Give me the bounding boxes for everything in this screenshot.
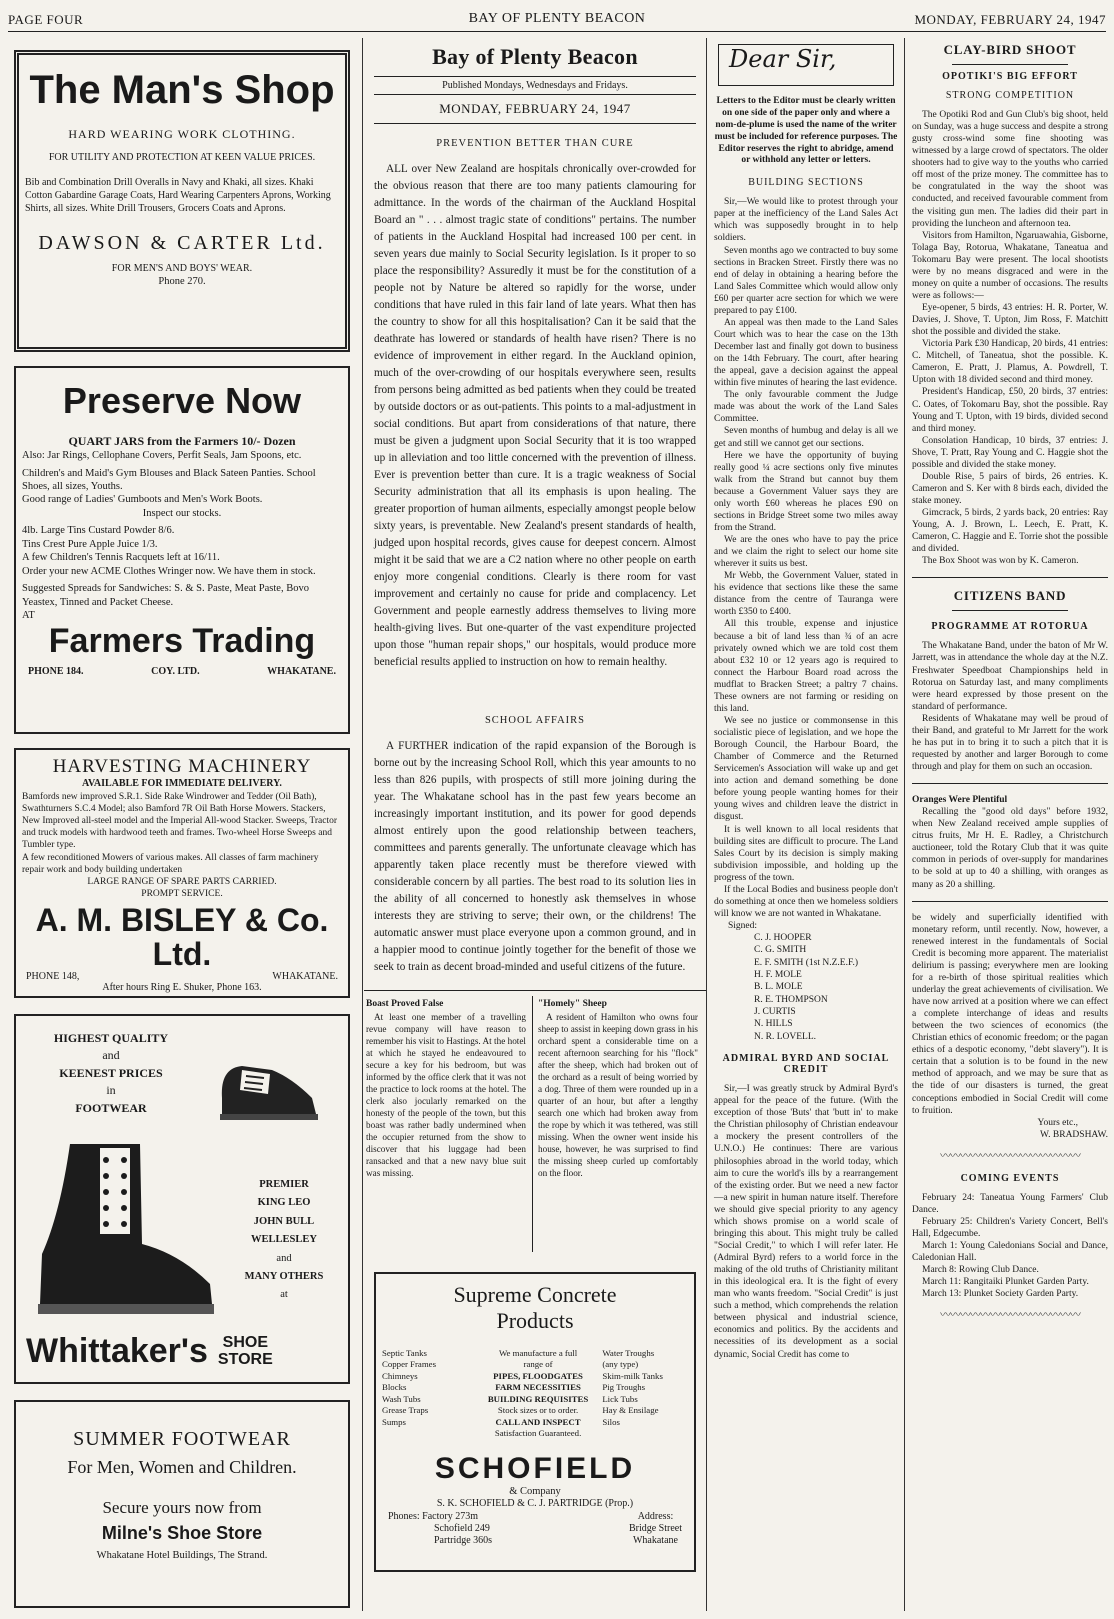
editorial-headline: SCHOOL AFFAIRS (484, 715, 586, 726)
ad-line: Inspect our stocks. (142, 507, 222, 519)
column-rule (706, 38, 707, 1611)
article-paragraph: President's Handicap, £50, 20 birds, 37 entries: C. Oates, of Tokomaru Bay, shot the possible. Ray Young and T. Upton, with 19 birds, divided second and third money. (912, 387, 1108, 434)
brand-name: and (276, 1252, 292, 1264)
page-header (8, 10, 1106, 32)
signature: C. G. SMITH (754, 945, 807, 956)
store-name: Milne's Shoe Store (101, 1523, 263, 1543)
ad-line: Whakatane Hotel Buildings, The Strand. (96, 1549, 268, 1561)
letter-paragraph: All this trouble, expense and injustice because a bit of land less than ¾ of an acre privately owned which we are told cost them about £32 10 or 12 years ago is required to connect the Harbour Board road across the mudflat to Bracken Street; a paltry 7 chains. These owners are not farming or residing on this land. (714, 619, 898, 714)
event-item: March 13: Plunket Society Garden Party. (922, 1289, 1079, 1300)
brand-name: WELLESLEY (251, 1234, 317, 1246)
signature: N. R. LOVELL. (754, 1031, 817, 1042)
ad-body: A few reconditioned Mowers of various makes. All classes of farm machinery repair work and body building undertaken (22, 852, 319, 875)
ad-firm: SCHOFIELD (434, 1452, 636, 1486)
column-rule (362, 38, 363, 1611)
ad-title: Products (496, 1308, 574, 1333)
ad-line: A few Children's Tennis Racquets left at 16/11. (22, 552, 220, 564)
ad-title: The Man's Shop (29, 68, 335, 112)
product-item: Pig Troughs (602, 1382, 646, 1393)
masthead (374, 44, 696, 124)
letters-policy-note: Letters to the Editor must be clearly written on one side of the paper only and where a nom-de-plume is used the name of the writer must be included for reference purposes. The Editor reserves the right to abridge, amend or withhold any letter or letters. (714, 96, 898, 166)
letter-paragraph: If the Local Bodies and business people don't do something at once then we homeless soldiers will know we are not wanted in Whakatane. (714, 884, 898, 919)
ad-firm: DAWSON & CARTER Ltd. (38, 231, 326, 254)
wavy-rule: 〰〰〰〰〰〰〰〰〰〰〰〰〰〰 (940, 1309, 1080, 1322)
product-item: Copper Frames (382, 1359, 436, 1370)
footwear-ad (14, 1014, 350, 1384)
product-item: (any type) (602, 1359, 639, 1370)
product-item: Grease Traps (382, 1405, 429, 1416)
news-short-text: At least one member of a travelling revue company will have reason to remember his visit to Hastings. At the hotel at which he stayed he endeavoured to secure a key for his bedroom, but was informed by the office clerk that it was not the practice to lock rooms at the hotel. The clerk also jocularly remarked on the honesty of the people of the town, but this boast was rather badly undermined when the occupier returned from the show to discover that his luggage had been ransacked and that a new navy blue suit was missing. (366, 1012, 526, 1178)
ad-line: WHAKATANE. (267, 666, 336, 678)
ad-line: & Company (509, 1485, 561, 1497)
paper-name: BAY OF PLENTY BEACON (468, 11, 646, 26)
ad-phone: Phones: Factory 273m (388, 1511, 478, 1523)
ad-line: Secure yours now from (102, 1498, 262, 1517)
brand-name: MANY OTHERS (244, 1270, 324, 1282)
article-paragraph: The Opotiki Rod and Gun Club's big shoot, held on Sunday, was a huge success and despite a strong gusty cross-wind some fine shooting was witnessed by a large crowd of spectators. The older shooters had to give way to the youths who carried off most of the prize money. The committee has to be congratulated in the way the shoot was conducted, and received favourable comment from the visiting gun men. The ladies did their part in providing the luncheon and afternoon tea. (912, 110, 1108, 229)
letter-paragraph: We are the ones who have to pay the price and we claim the right to select our home site wherever it suits us best. (714, 535, 898, 570)
signature: E. F. SMITH (1st N.Z.E.F.) (754, 957, 859, 968)
ad-firm: Farmers Trading (48, 622, 316, 661)
brand-name: at (280, 1289, 288, 1301)
ad-address: Address: (637, 1511, 674, 1523)
ad-line: and (102, 1048, 120, 1063)
oxford-shoe-icon (212, 1028, 322, 1138)
letter-paragraph: Mr Webb, the Government Valuer, stated in his evidence that sections like these the same distance from the centre of Tauranga were worth £350 to £400. (714, 571, 898, 618)
letter-paragraph: Seven months ago we contracted to buy some sections in Bracken Street. Firstly there was no end of delay in obtaining a hearing before the Land Sales Committee which would allow only £60 per quarter acre section for which we were prepared to pay £100. (714, 245, 898, 316)
ad-title: SUMMER FOOTWEAR (73, 1428, 291, 1450)
brand-name: JOHN BULL (253, 1215, 315, 1227)
news-column (912, 38, 1108, 1611)
product-item: Silos (602, 1416, 620, 1427)
ad-line: Order your new ACME Clothes Wringer now. We have them in stock. (22, 565, 316, 577)
ad-line: FOOTWEAR (75, 1100, 147, 1115)
ad-line: in (106, 1083, 116, 1098)
letter-title: ADMIRAL BYRD AND SOCIAL CREDIT (722, 1053, 890, 1076)
ad-line: Suggested Spreads for Sandwiches: S. & S. Paste, Meat Paste, Bovo Yeastex, Tinned and Packet Cheese. (22, 583, 309, 608)
editorial-column (366, 38, 698, 1611)
store-name: SHOE (222, 1334, 268, 1352)
product-item: Water Troughs (602, 1348, 655, 1358)
letter-paragraph: Seven months of humbug and delay is all we get and still we cannot get our sections. (714, 426, 898, 449)
event-item: February 24: Taneatua Young Farmers' Club Dance. (912, 1192, 1108, 1215)
ad-firm: A. M. BISLEY & Co. Ltd. (35, 902, 329, 972)
article-paragraph: Eye-opener, 5 birds, 43 entries: H. R. Porter, W. Davies, J. Shove, T. Upton, Jim Ross, F. Matchitt shot the possible and divided the stake. (912, 303, 1108, 338)
ad-address: Whakatane (632, 1535, 678, 1547)
ad-subtitle: HARD WEARING WORK CLOTHING. (68, 127, 296, 141)
article-paragraph: Double Rise, 5 pairs of birds, 26 entries. K. Cameron and S. Ker with 8 birds each, divided the stake money. (912, 471, 1108, 506)
product-item: We manufacture a full (498, 1348, 578, 1358)
event-item: March 11: Rangitaiki Plunket Garden Party. (922, 1277, 1089, 1288)
ad-title: HARVESTING MACHINERY (52, 756, 312, 777)
letter-closing: Yours etc., (1037, 1117, 1078, 1128)
product-item: Blocks (382, 1382, 407, 1393)
product-item: FARM NECESSITIES (495, 1382, 581, 1393)
article-subtitle: PROGRAMME AT ROTORUA (931, 621, 1089, 633)
event-item: February 25: Children's Variety Concert, Bell's Hall, Edgecumbe. (912, 1216, 1108, 1239)
signature: N. HILLS (754, 1019, 793, 1030)
article-title: CLAY-BIRD SHOOT (943, 42, 1077, 57)
ad-subtitle: FOR UTILITY AND PROTECTION AT KEEN VALUE PRICES. (48, 152, 316, 164)
masthead-title: Bay of Plenty Beacon (432, 44, 638, 69)
ad-phone: Phone 270. (158, 276, 206, 288)
product-item: Lick Tubs (602, 1393, 638, 1404)
editorial-text: A FURTHER indication of the rapid expansion of the Borough is borne out by the increasing School Roll, which this year amounts to no less than 826 pupils, with prospects of still more joining during the year. The Whakatane school has in the past few years become an increasingly important institution, and its power for good depends almost entirely upon the good relationship between teachers, committees and parents generally. The unfortunate cleavage which has apparently taken place recently must be therefore viewed with considerable concern by all parties. The best road to its solution lies in the ability of all concerned to honestly ask themselves in whose interests they are striving to serve; their own, or the childrens! The automatic answer must place everyone upon a common ground, and in a happier mood to continue jointly together for the benefit of those we seek to train as decent broad-minded and useful citizens of the future. (374, 740, 696, 974)
harvesting-machinery-ad (14, 748, 350, 998)
event-item: March 8: Rowing Club Dance. (922, 1265, 1039, 1276)
ad-line: WHAKATANE. (272, 971, 338, 983)
brand-name: PREMIER (259, 1179, 309, 1190)
letter-continuation: be widely and superficially identified with monetary reform, until recently. Now, however, a renewed interest in the fundamentals of Social Credit is becoming more apparent. The materialist delirium is passing; everywhere men are looking for a re-birth of those spiritual realities which underlay the great achievements of civilisation. We have now arrived at a position where we can effect a complete interchange of ideas and results between the two sciences of economics (the Christian ethics of economic freedom; or the pagan ethics of a despotic economy, "debt slavery"). It is certain that a solution is to be found in the new method of approach, and we may be sure that as the tide of our disasters is turned, the great conceptions embodied in Social Credit will come to fruition. (912, 912, 1108, 1116)
article-paragraph: Gimcrack, 5 birds, 2 yards back, 20 entries: Ray Young, A. J. Brown, L. Leech, E. Pratt, K. Cameron, C. Haggie and E. Torrie shot the possible and divided. (912, 508, 1108, 555)
letters-column (714, 38, 898, 1611)
ad-line: 4lb. Large Tins Custard Powder 8/6. (22, 525, 175, 537)
ad-line: HIGHEST QUALITY (53, 1031, 169, 1045)
letter-paragraph: It is well known to all local residents that building sites are difficult to procure. The Land Sales Court by its decision is simply making subdivision impossible, and holding up the progress of the town. (714, 824, 898, 883)
news-short (538, 998, 698, 1248)
ad-subtitle: For Men, Women and Children. (67, 1457, 297, 1477)
product-item: Septic Tanks (382, 1348, 427, 1358)
ad-line: FOR MEN'S AND BOYS' WEAR. (111, 262, 253, 274)
ad-body: Bib and Combination Drill Overalls in Navy and Khaki, all sizes. Khaki Cotton Gabardine Garage Coats, Hard Wearing Carpenters Aprons, Working Shirts, all sizes. White Drill Trousers, Grocers Coats and Aprons. (25, 177, 331, 214)
event-item: March 1: Young Caledonians Social and Dance, Caledonian Hall. (912, 1241, 1108, 1264)
dear-sir-logo: Dear Sir, (718, 44, 894, 86)
ad-phone: PHONE 148, (26, 971, 80, 983)
letter-paragraph: We see no justice or commonsense in this socialistic piece of legislation, and we hope the Borough Council, the Harbour Board, the Chamber of Commerce and the Returned Servicemen's Association will wake up and get into action and demand something be done before young people wanting homes for their young wives and children leave the district in disgust. (714, 715, 898, 823)
letter-title: BUILDING SECTIONS (748, 177, 864, 189)
article-paragraph: Recalling the "good old days" before 1932, when New Zealand received ample supplies of citrus fruits, Mr H. E. Radley, a Christchurch auctioneer, told the Rotary Club that it was quite common in periods of over-supply for mandarines to be sold at up to 40 a shilling, with oranges as many as 20 a shilling. (912, 807, 1108, 890)
news-short-text: A resident of Hamilton who owns four sheep to assist in keeping down grass in his orchard spent a considerable time on a recent afternoon searching for his "flock" after the sheep, which had broken out of the orchard as a result of being worried by a dog. Three of them were rounded up in a quarter of an hour, but after a lengthy search one which had broken away from the rope by which it was tethered, was still missing. When the owner went inside his house, however, he was surprised to find the missing sheep curled up comfortably on the floor. (538, 1012, 698, 1178)
article-paragraph: Victoria Park £30 Handicap, 20 birds, 41 entries: C. Mitchell, of Taneatua, shot the possible. K. Cameron, E. Pratt, J. Plamus, A. Powdrell, T. Upton with 18 divided second and third money. (912, 339, 1108, 386)
ad-line: QUART JARS from the Farmers 10/- Dozen (68, 433, 296, 448)
editorial-headline: PREVENTION BETTER THAN CURE (436, 138, 634, 149)
signature: C. J. HOOPER (754, 933, 812, 944)
product-item: Stock sizes or to order. (497, 1405, 579, 1416)
article-subtitle: OPOTIKI'S BIG EFFORT (942, 71, 1078, 82)
signature: J. CURTIS (754, 1007, 796, 1018)
ad-line: After hours Ring E. Shuker, Phone 163. (102, 982, 262, 994)
ad-title: Supreme Concrete (453, 1282, 617, 1307)
publishing-schedule: Published Mondays, Wednesdays and Fridays. (374, 76, 696, 95)
page-number: PAGE FOUR (8, 12, 84, 27)
ad-phone: Partridge 360s (434, 1535, 493, 1547)
article-title: COMING EVENTS (960, 1172, 1060, 1184)
article-title: CITIZENS BAND (953, 588, 1067, 604)
mans-shop-ad (14, 50, 350, 352)
ad-phone: PHONE 184. (28, 666, 84, 678)
signatures (714, 932, 898, 1043)
article-title: Oranges Were Plentiful (912, 795, 1008, 806)
letter-paragraph: An appeal was then made to the Land Sales Court which was to hear the case on the 13th December last and finally got down to business on the 14th February. The court, after hearing the appeal, gave a decision against the appeal within five minutes of hearing the last evidence. (714, 317, 898, 389)
ad-phone: Schofield 249 (434, 1523, 490, 1535)
product-item: Skim-milk Tanks (602, 1370, 663, 1381)
product-item: range of (523, 1359, 553, 1370)
news-short-title: Boast Proved False (366, 999, 444, 1009)
letter-paragraph: Here we have the opportunity of buying really good ¼ acre sections only five minutes walk from the Strand but cannot buy them because a Government Valuer says they are only worth £60 whereas he places £90 on sections in Bridge Street some two miles away from the Strand. (714, 450, 898, 533)
article-paragraph: The Box Shoot was won by K. Cameron. (922, 556, 1079, 567)
signature: R. E. THOMPSON (754, 994, 828, 1005)
ad-line: Good range of Ladies' Gumboots and Men's Work Boots. (22, 494, 263, 506)
article-subtitle: STRONG COMPETITION (945, 90, 1075, 101)
ads-column (4, 38, 360, 1611)
product-item: Chimneys (382, 1370, 418, 1381)
product-item: Sumps (382, 1416, 406, 1427)
letter-paragraph: The only favourable comment the Judge made was about the work of the Land Sales Committee. (714, 390, 898, 425)
ad-line: AT (22, 609, 35, 621)
article-paragraph: Consolation Handicap, 10 birds, 37 entries: J. Shove, T. Pratt, Ray Young and C. Haggie shot the possible and divided the stake money. (912, 435, 1108, 470)
signature: H. F. MOLE (754, 970, 802, 981)
letter-paragraph: Sir,—We would like to protest through your paper at the inefficiency of the Land Sales Act which was supposedly brought in to help soldiers. (714, 197, 898, 244)
wavy-rule: 〰〰〰〰〰〰〰〰〰〰〰〰〰〰 (940, 1149, 1080, 1162)
article-paragraph: Residents of Whakatane may well be proud of their Band, and grateful to Mr Jarrett for the work he has put in to bring it to such a pitch that it is requested by another and larger Borough to come through and play for them on such an occasion. (912, 713, 1108, 772)
article-paragraph: Visitors from Hamilton, Ngaruawahia, Gisborne, Tolaga Bay, Rotorua, Whakatane, Taneatua and Tokomaru Bay were present. The local shootists were by no means disgraced and were in the money on quite a number of occasions. The results were as follows:— (912, 230, 1108, 301)
signed-label: Signed: (728, 921, 758, 931)
news-short-title: "Homely" Sheep (538, 999, 607, 1009)
ad-body: Bamfords new improved S.R.1. Side Rake Windrower and Tedder (Oil Bath), Swathturners S.C.4 Model; also Bamford 7R Oil Bath Horse Mowers. Stackers, New Improved all-steel model and the Imperial All-wood Stacker. Sweeps, Tractor and truck models with hardwood teeth and frames. Two-wheel Horse Sweeps and Tumbler type. (22, 791, 338, 851)
column-rule (904, 38, 905, 1611)
product-item: PIPES, FLOODGATES (493, 1370, 583, 1381)
store-name: Whittaker's (26, 1332, 208, 1370)
product-item: Wash Tubs (382, 1393, 421, 1404)
ad-line: LARGE RANGE OF SPARE PARTS CARRIED. (87, 876, 277, 887)
supreme-concrete-ad (374, 1272, 696, 1572)
store-name: STORE (217, 1350, 273, 1368)
preserve-now-ad (14, 366, 350, 734)
ad-line: Also: Jar Rings, Cellophane Covers, Perfit Seals, Jam Spoons, etc. (22, 450, 302, 462)
ad-title: Preserve Now (62, 380, 302, 421)
editorial-text: ALL over New Zealand are hospitals chronically over-crowded for the obvious reason that there are too many patients clamouring for admittance. In the words of the chairman of the Auckland Hospital Board an " . . . almost tragic state of conditions" pertains. The number of patients in the Auckland Hospital had increased 100 per cent. in seven years due mainly to Social Security legislation. Is it proper to so place the responsibility? Assuredly it must be for the constitution of a people not by Nature be altered so rapidly for the worse, under conditions that have ruled in this fair land of late years. What then has the country to show for all this hospitalisation? Can it be said that the deathrate has lowered or standards of health have risen? There is no evidence of improvement in either regard. In the Auckland opinion, much of the over-crowding of our hospitals everywhere seen, results from persons being admitted as bed patients when they could be treated by outside doctors or as out-patients. This points to a mal-adjustment in social conditions. But apart from considerations of that nature, there must be given a judgment upon Social Security that it is too wrapped up in alleviation and too little concerned with the prevention of illness. Ever is prevention better than cure. It is a tragic weakness of Social Security administration that all its emphasis is upon healing. The greater proportion of human ailments, especially amongst people below sixty years, is preventable. New Zealand's present standards of health, judged upon hospital records, gives cause for deepest concern. Almost might it be said that we are a C2 nation where no other people on earth enjoy more congenial conditions. Clearly is there room for vast improvement and certainly no cause for pride and complacency. Let Government and people earnestly address themselves to living more health-giving lives. But one-quarter of the vast expenditure projected upon those "human repair shops," our hospitals, would produce more beneficial results applied to instruction on how to remain healthy. (374, 163, 696, 669)
ad-line: KEENEST PRICES (59, 1065, 163, 1080)
ad-line: S. K. SCHOFIELD & C. J. PARTRIDGE (Prop.) (436, 1498, 634, 1510)
news-short (366, 998, 526, 1248)
ad-address: Bridge Street (628, 1523, 682, 1535)
header-date: MONDAY, FEBRUARY 24, 1947 (914, 12, 1106, 27)
brand-name: KING LEO (257, 1197, 311, 1209)
ad-line: Children's and Maid's Gym Blouses and Black Sateen Panties. School Shoes, all sizes, Youths. (22, 467, 316, 493)
boot-icon (30, 1134, 220, 1324)
ad-line: Tins Crest Pure Apple Juice 1/3. (22, 538, 158, 550)
ad-line: PROMPT SERVICE. (141, 889, 223, 900)
product-item: BUILDING REQUISITES (487, 1393, 589, 1404)
product-item: Satisfaction Guaranteed. (494, 1427, 582, 1438)
article-paragraph: The Whakatane Band, under the baton of Mr W. Jarrett, was in attendance the whole day at the N.Z. Freshwater Speedboat Championships held in Rotorua on Saturday last, and many compliments were heard expressed by those present on the standard of performance. (912, 641, 1108, 712)
letter-paragraph: Sir,—I was greatly struck by Admiral Byrd's appeal for the peace of the future. (With the exception of those 'Buts' that 'butt in' to make the Christian philosophy of Christian endeavour a mockery the present controllers of the U.N.O.) He continues: There are various philosophies abroad in the world today, which aim to cure the world's ills by a rearrangement of the existing order. But we need a new factor—a new spirit in human nature itself. Therefore we should give special priority to any agency which shows promise on a world scale of bringing this about. This might truly be called "Social Credit," to which I will refer later. He (Admiral Byrd) refers to a world force in the making of the old truths of Christianity militant in this ideological era. It is the fight of every man who wants freedom. "Social Credit" is just such a method, which comprehends the relation between physical and industrial science, economics and politics. By the accidents and necessities of its development as a social dynamic, Social Credit has come to (714, 1084, 898, 1360)
summer-footwear-ad (14, 1400, 350, 1608)
masthead-date: MONDAY, FEBRUARY 24, 1947 (439, 101, 631, 116)
product-item: CALL AND INSPECT (495, 1416, 581, 1427)
letter-signer: W. BRADSHAW. (1040, 1129, 1108, 1140)
product-item: Hay & Ensilage (602, 1405, 659, 1416)
ad-line: AVAILABLE FOR IMMEDIATE DELIVERY. (82, 778, 282, 789)
ad-line: COY. LTD. (151, 666, 200, 678)
signature: B. L. MOLE (754, 982, 803, 993)
